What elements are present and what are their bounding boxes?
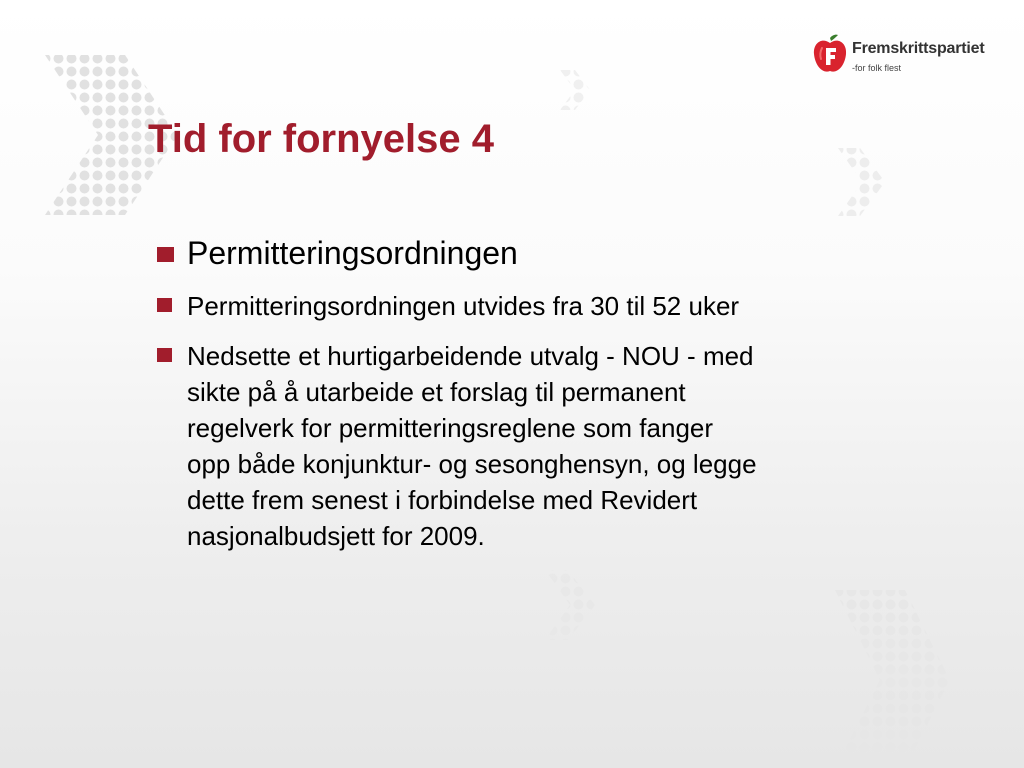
dotted-chevron-mid-right bbox=[838, 148, 885, 216]
red-apple-logo-icon bbox=[812, 34, 848, 76]
dotted-chevron-middle bbox=[545, 570, 595, 640]
bullet-text: Permitteringsordningen bbox=[187, 235, 518, 271]
bullet-line: Nedsette et hurtigarbeidende utvalg - NOU - med bbox=[187, 341, 754, 371]
logo-name: Fremskrittspartiet bbox=[852, 40, 985, 57]
logo-tagline: -for folk flest bbox=[852, 63, 902, 73]
party-logo bbox=[812, 34, 988, 80]
slide-title: Tid for fornyelse 4 bbox=[148, 117, 495, 161]
square-bullet-icon bbox=[157, 298, 172, 312]
bullet-line: nasjonalbudsjett for 2009. bbox=[187, 521, 485, 551]
bullet-line: sikte på å utarbeide et forslag til permanent bbox=[187, 377, 686, 407]
dotted-chevron-bottom-right bbox=[835, 590, 950, 768]
dotted-chevron-top-right-small bbox=[560, 70, 590, 110]
bullet-line: dette frem senest i forbindelse med Revidert bbox=[187, 485, 698, 515]
square-bullet-icon bbox=[157, 348, 172, 362]
bullet-text: Permitteringsordningen utvides fra 30 til 52 uker bbox=[187, 291, 740, 321]
bullet-line: opp både konjunktur- og sesonghensyn, og legge bbox=[187, 449, 757, 479]
square-bullet-icon bbox=[157, 247, 174, 262]
bullet-line: regelverk for permitteringsreglene som fanger bbox=[187, 413, 714, 443]
bullet-paragraph bbox=[187, 338, 757, 554]
